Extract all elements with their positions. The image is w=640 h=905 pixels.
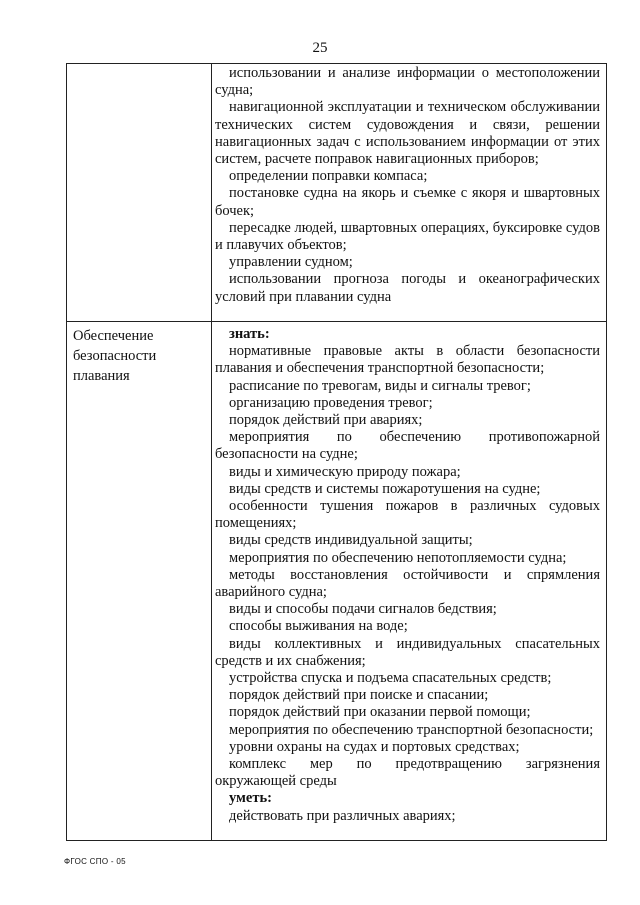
list-item: комплекс мер по предотвращению загрязнения окружающей среды bbox=[215, 756, 600, 790]
competency-table bbox=[66, 63, 607, 841]
section-title: Обеспечение безопасности плавания bbox=[73, 328, 157, 384]
column-divider bbox=[211, 64, 212, 840]
list-item: виды средств и системы пожаротушения на судне; bbox=[229, 480, 541, 497]
row2-content bbox=[215, 326, 600, 825]
subheading: уметь: bbox=[229, 790, 272, 807]
list-item: использовании прогноза погоды и океанографических условий при плавании судна bbox=[215, 271, 600, 305]
list-item: организацию проведения тревог; bbox=[229, 394, 433, 411]
list-item: действовать при различных авариях; bbox=[229, 807, 456, 824]
list-item: порядок действий при поиске и спасании; bbox=[229, 687, 489, 704]
list-item: мероприятия по обеспечению противопожарной безопасности на судне; bbox=[215, 429, 600, 463]
list-item: пересадке людей, швартовных операциях, буксировке судов и плавучих объектов; bbox=[215, 219, 600, 254]
list-item: определении поправки компаса; bbox=[229, 168, 428, 185]
page-number: 25 bbox=[312, 40, 328, 56]
list-item: методы восстановления остойчивости и спрямления аварийного судна; bbox=[215, 566, 600, 601]
row1-content bbox=[215, 65, 600, 306]
list-item: нормативные правовые акты в области безопасности плавания и обеспечения транспортной безопасности; bbox=[215, 343, 600, 377]
list-item: виды и способы подачи сигналов бедствия; bbox=[229, 601, 497, 618]
list-item: виды и химическую природу пожара; bbox=[229, 463, 461, 480]
list-item: порядок действий при авариях; bbox=[229, 412, 423, 429]
list-item: уровни охраны на судах и портовых средствах; bbox=[229, 738, 520, 755]
subheading: знать: bbox=[229, 326, 270, 342]
list-item: использовании и анализе информации о местоположении судна; bbox=[215, 65, 600, 99]
list-item: порядок действий при оказании первой помощи; bbox=[229, 704, 531, 721]
footer-code: ФГОС СПО - 05 bbox=[64, 857, 126, 866]
list-item: управлении судном; bbox=[229, 254, 353, 271]
list-item: постановке судна на якорь и съемке с якоря и швартовных бочек; bbox=[215, 185, 600, 219]
list-item: навигационной эксплуатации и техническом обслуживании технических систем судовождения и связи, решении навигационных задач с использованием информации от этих систем, расчете поправок навигационных приборов; bbox=[215, 99, 600, 168]
list-item: мероприятия по обеспечению непотопляемости судна; bbox=[229, 549, 567, 566]
list-item: способы выживания на воде; bbox=[229, 618, 408, 635]
list-item: виды средств индивидуальной защиты; bbox=[229, 532, 473, 549]
row-divider bbox=[67, 321, 606, 322]
list-item: расписание по тревогам, виды и сигналы тревог; bbox=[229, 377, 531, 394]
list-item: устройства спуска и подъема спасательных средств; bbox=[229, 670, 552, 687]
list-item: особенности тушения пожаров в различных судовых помещениях; bbox=[215, 498, 600, 532]
list-item: мероприятия по обеспечению транспортной безопасности; bbox=[229, 721, 594, 738]
list-item: виды коллективных и индивидуальных спасательных средств и их снабжения; bbox=[215, 635, 600, 669]
